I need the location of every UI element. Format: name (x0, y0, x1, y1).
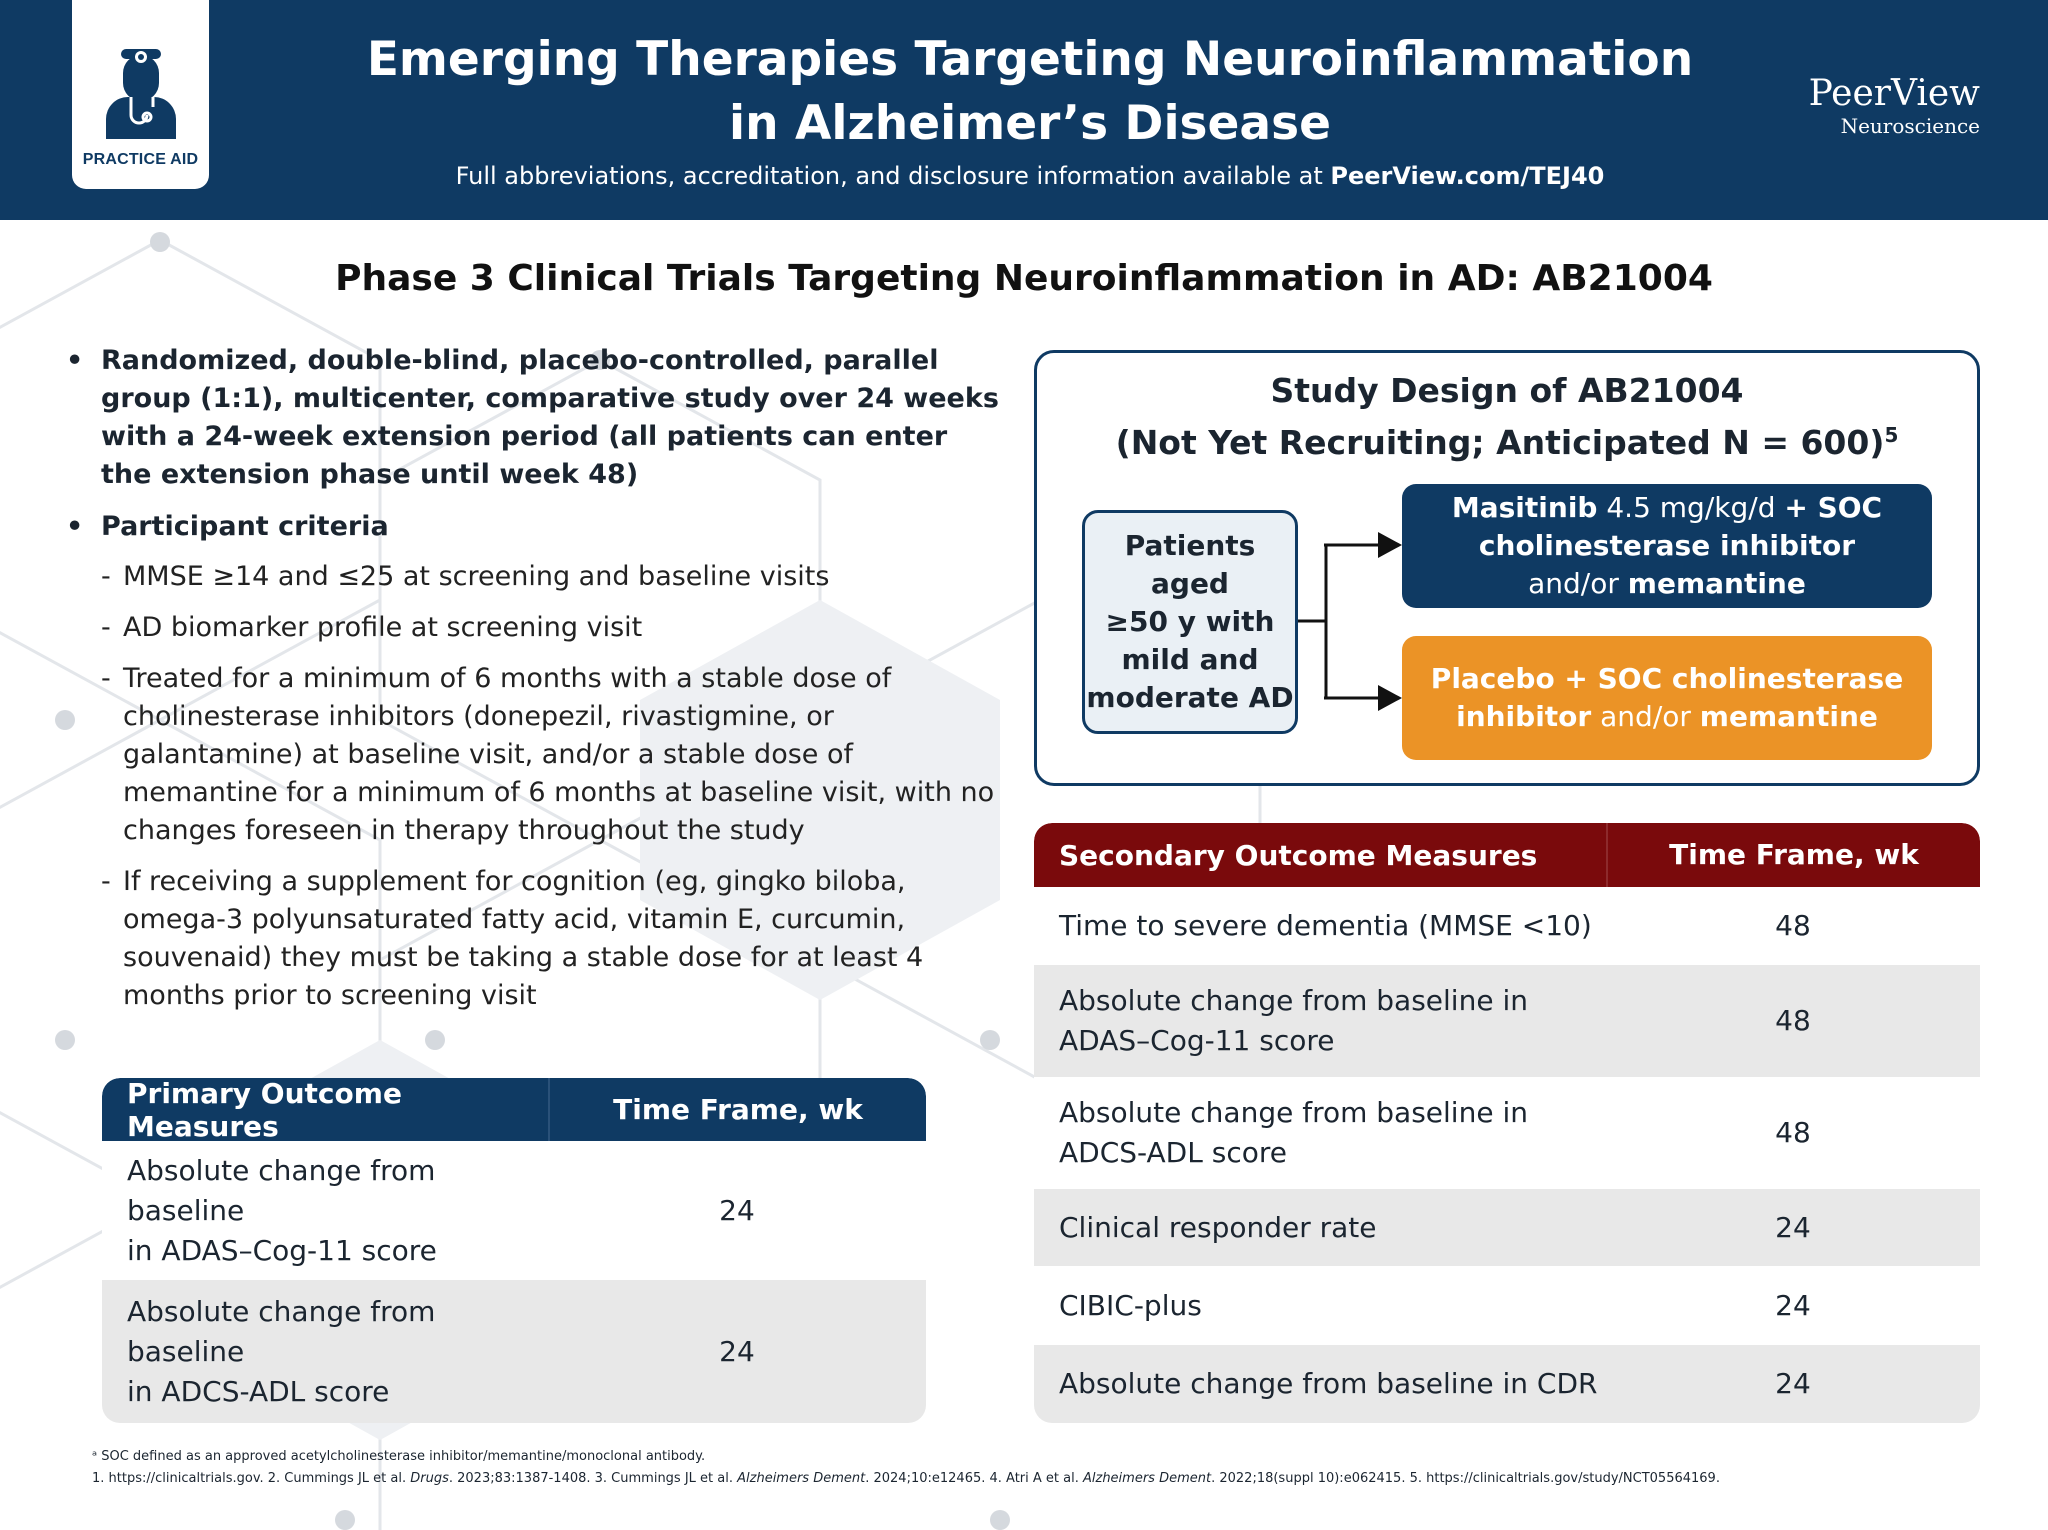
arm2-andor: and/or (1591, 700, 1700, 733)
measure-cell: Clinical responder rate (1059, 1210, 1377, 1244)
disclosure-line (330, 162, 1730, 190)
patients-box (1082, 510, 1298, 734)
measure-cell: CIBIC-plus (1059, 1288, 1202, 1322)
arm2-line1: Placebo + SOC cholinesterase (1430, 662, 1904, 695)
measure-cell: Absolute change from baseline in ADAS–Cog-11 score (1059, 984, 1528, 1057)
measure-cell: Absolute change from baseline in ADCS-ADL score (1059, 1096, 1528, 1169)
table-row (1034, 887, 1980, 965)
patients-line: Patients aged (1124, 529, 1256, 600)
brand-name: PeerView (1808, 73, 1980, 114)
criteria-item: - MMSE ≥14 and ≤25 at screening and baseline visits (66, 558, 1006, 596)
measure-cell: Time to severe dementia (MMSE <10) (1059, 909, 1592, 942)
arm2-inhibitor: inhibitor (1456, 700, 1592, 733)
arm1-dose: 4.5 mg/kg/d (1597, 491, 1785, 524)
page-header (0, 0, 2048, 220)
arrow-head-icon (1378, 685, 1402, 711)
table-row (1034, 1189, 1980, 1266)
patients-line: moderate AD (1086, 681, 1294, 714)
arm1-drug: Masitinib (1451, 491, 1598, 524)
column-header-time: Time Frame, wk (548, 1078, 926, 1141)
arm2-memantine: memantine (1699, 700, 1878, 733)
patients-line: mild and (1121, 643, 1259, 676)
time-cell: 48 (1775, 1004, 1811, 1037)
criteria-item: - Treated for a minimum of 6 months with a stable dose of cholinesterase inhibitors (donepezil, rivastigmine, or galantamine) at baseline visit, and/or a stable dose of memantine for a minimum of 6 months at baseline visit, with no changes foreseen in therapy throughout the study (66, 660, 1006, 850)
time-cell: 24 (719, 1334, 755, 1368)
doctor-icon (98, 43, 184, 139)
table-row (1034, 965, 1980, 1077)
column-header-time: Time Frame, wk (1606, 823, 1980, 887)
page-title (330, 28, 1730, 156)
section-title: Phase 3 Clinical Trials Targeting Neuroinflammation in AD: AB21004 (335, 258, 1713, 299)
study-description-bullet: • Randomized, double-blind, placebo-controlled, parallel group (1:1), multicenter, comparative study over 24 weeks with a 24-week extension period (all patients can enter the extension phase until week 48) (66, 342, 1006, 494)
table-row (1034, 1266, 1980, 1345)
column-header-measure: Secondary Outcome Measures (1059, 838, 1538, 872)
badge-label: PRACTICE AID (82, 151, 199, 168)
table-header (102, 1078, 926, 1141)
randomization-arrows (1298, 520, 1408, 720)
practice-aid-badge (72, 0, 209, 189)
table-row (1034, 1077, 1980, 1189)
study-design-title-line-2: (Not Yet Recruiting; Anticipated N = 600)$^5$ (1115, 423, 1899, 462)
study-design-title (1037, 369, 1977, 465)
table-row (1034, 1345, 1980, 1423)
time-cell: 24 (719, 1193, 755, 1227)
time-cell: 48 (1775, 1116, 1811, 1149)
arm1-andor: and/or (1528, 567, 1628, 600)
brand-subtitle: Neuroscience (1840, 114, 1980, 138)
footnote-soc: ᵃ SOC defined as an approved acetylcholinesterase inhibitor/memantine/monoclonal antibody. (92, 1449, 706, 1464)
criteria-item: - AD biomarker profile at screening visit (66, 609, 1006, 647)
peerview-logo (1770, 74, 1980, 138)
footnote-marker: 5 (1884, 423, 1899, 447)
disclosure-text: Full abbreviations, accreditation, and disclosure information available at (455, 162, 1331, 190)
measure-cell: Absolute change from baseline in CDR (1059, 1367, 1598, 1400)
time-cell: 24 (1775, 1288, 1811, 1322)
participant-criteria-bullet: • Participant criteria (66, 508, 1006, 546)
arm1-line2: cholinesterase inhibitor (1478, 529, 1856, 562)
references: 1. https://clinicaltrials.gov. 2. Cummings JL et al. Drugs. 2023;83:1387-1408. 3. Cummings JL et al. Alzheimers Dement. 2024;10:e12465. 4. Atri A et al. Alzheimers Dement. 2022;18(suppl 10):e062415. 5. https://clinicaltrials.gov/study/NCT05564169. (92, 1471, 1720, 1486)
measure-cell: Absolute change from baseline in ADAS–Cog-11 score (127, 1153, 437, 1267)
arrow-head-icon (1378, 532, 1402, 558)
table-row (102, 1141, 926, 1280)
disclosure-link[interactable]: PeerView.com/TEJ40 (1330, 162, 1605, 190)
arm1-plus: + SOC (1784, 491, 1883, 524)
study-design-title-line-1: Study Design of AB21004 (1270, 371, 1744, 410)
time-cell: 24 (1775, 1210, 1811, 1244)
time-cell: 24 (1775, 1367, 1811, 1400)
title-line-1: Emerging Therapies Targeting Neuroinflammation (366, 32, 1694, 87)
time-cell: 48 (1775, 909, 1811, 942)
study-criteria-list (66, 342, 1006, 1015)
placebo-arm (1402, 636, 1932, 760)
column-header-measure: Primary Outcome Measures (127, 1078, 402, 1143)
primary-outcomes-table (102, 1078, 926, 1423)
table-row (102, 1280, 926, 1423)
masitinib-arm (1402, 484, 1932, 608)
criteria-item: - If receiving a supplement for cognition (eg, gingko biloba, omega-3 polyunsaturated fatty acid, vitamin E, curcumin, souvenaid) they must be taking a stable dose for at least 4 months prior to screening visit (66, 863, 1006, 1015)
title-line-2: in Alzheimer’s Disease (729, 96, 1331, 151)
footnotes (92, 1446, 1992, 1490)
secondary-outcomes-table (1034, 823, 1980, 1423)
table-header (1034, 823, 1980, 887)
arm1-memantine: memantine (1627, 567, 1806, 600)
measure-cell: Absolute change from baseline in ADCS-ADL score (127, 1294, 436, 1408)
patients-line: ≥50 y with (1105, 605, 1275, 638)
